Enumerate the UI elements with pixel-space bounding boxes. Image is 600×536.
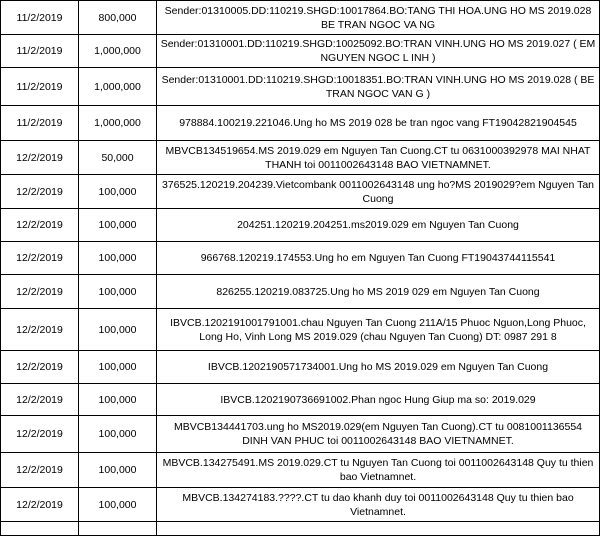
table-row: [1, 309, 600, 351]
amount-cell: 100,000: [79, 453, 157, 488]
amount-cell: 50,000: [79, 141, 157, 175]
table-row: [1, 488, 600, 522]
amount-cell: 100,000: [79, 309, 157, 351]
description-cell: 978884.100219.221046.Ung ho MS 2019 028 be tran ngoc vang FT19042821904545: [157, 106, 600, 141]
amount-cell: 100,000: [79, 275, 157, 309]
date-cell: 12/2/2019: [1, 351, 79, 384]
table-row: [1, 453, 600, 488]
date-cell: 12/2/2019: [1, 242, 79, 275]
date-cell: 12/2/2019: [1, 416, 79, 453]
description-cell: IBVCB.1202190736691002.Phan ngoc Hung Giup ma so: 2019.029: [157, 384, 600, 416]
amount-cell: 100,000: [79, 242, 157, 275]
description-cell: 966768.120219.174553.Ung ho em Nguyen Tan Cuong FT19043744115541: [157, 242, 600, 275]
description-cell: MBVCB.134275491.MS 2019.029.CT tu Nguyen Tan Cuong toi 0011002643148 Quy tu thien bao Vietnamnet.: [157, 453, 600, 488]
amount-cell: 1,000,000: [79, 35, 157, 68]
table-row: [1, 242, 600, 275]
table-row: [1, 68, 600, 106]
amount-cell: 100,000: [79, 351, 157, 384]
date-cell: 12/2/2019: [1, 488, 79, 522]
description-cell: 204251.120219.204251.ms2019.029 em Nguyen Tan Cuong: [157, 209, 600, 242]
amount-cell: 100,000: [79, 488, 157, 522]
amount-cell: 100,000: [79, 416, 157, 453]
table-row: [1, 1, 600, 35]
description-cell: IBVCB.1202191001791001.chau Nguyen Tan Cuong 211A/15 Phuoc Nguon,Long Phuoc, Long Ho, Vinh Long MS 2019.029 (chau Nguyen Tan Cuong) DT: 0987 291 8: [157, 309, 600, 351]
date-cell: 12/2/2019: [1, 384, 79, 416]
date-cell: 11/2/2019: [1, 68, 79, 106]
date-cell: 12/2/2019: [1, 309, 79, 351]
table-row: [1, 384, 600, 416]
table-row: [1, 209, 600, 242]
table-row: [1, 141, 600, 175]
amount-cell: 100,000: [79, 175, 157, 209]
description-cell: MBVCB.134274183.????.CT tu dao khanh duy toi 0011002643148 Quy tu thien bao Vietnamnet.: [157, 488, 600, 522]
description-cell: MBVCB134441703.ung ho MS2019.029(em Nguyen Tan Cuong).CT tu 0081001136554 DINH VAN PHUC toi 0011002643148 BAO VIETNAMNET.: [157, 416, 600, 453]
table-row: [1, 175, 600, 209]
description-cell: MBVCB134519654.MS 2019.029 em Nguyen Tan Cuong.CT tu 0631000392978 MAI NHAT THANH toi 0011002643148 BAO VIETNAMNET.: [157, 141, 600, 175]
description-cell: [157, 522, 600, 536]
description-cell: IBVCB.1202190571734001.Ung ho MS 2019.029 em Nguyen Tan Cuong: [157, 351, 600, 384]
table-row: [1, 522, 600, 536]
amount-cell: 1,000,000: [79, 106, 157, 141]
date-cell: 11/2/2019: [1, 106, 79, 141]
amount-cell: [79, 522, 157, 536]
description-cell: Sender:01310001.DD:110219.SHGD:10025092.BO:TRAN VINH.UNG HO MS 2019.027 ( EM NGUYEN NGOC L INH ): [157, 35, 600, 68]
table-row: [1, 275, 600, 309]
description-cell: Sender:01310001.DD:110219.SHGD:10018351.BO:TRAN VINH.UNG HO MS 2019.028 ( BE TRAN NGOC VAN G ): [157, 68, 600, 106]
amount-cell: 1,000,000: [79, 68, 157, 106]
table-row: [1, 351, 600, 384]
date-cell: 11/2/2019: [1, 35, 79, 68]
date-cell: 12/2/2019: [1, 275, 79, 309]
date-cell: 12/2/2019: [1, 453, 79, 488]
amount-cell: 100,000: [79, 384, 157, 416]
date-cell: 12/2/2019: [1, 209, 79, 242]
description-cell: 826255.120219.083725.Ung ho MS 2019 029 em Nguyen Tan Cuong: [157, 275, 600, 309]
amount-cell: 100,000: [79, 209, 157, 242]
table-row: [1, 416, 600, 453]
table-row: [1, 106, 600, 141]
date-cell: 12/2/2019: [1, 141, 79, 175]
amount-cell: 800,000: [79, 1, 157, 35]
date-cell: [1, 522, 79, 536]
date-cell: 11/2/2019: [1, 1, 79, 35]
date-cell: 12/2/2019: [1, 175, 79, 209]
description-cell: Sender:01310005.DD:110219.SHGD:10017864.BO:TANG THI HOA.UNG HO MS 2019.028 BE TRAN NGOC VA NG: [157, 1, 600, 35]
table-row: [1, 35, 600, 68]
description-cell: 376525.120219.204239.Vietcombank 0011002643148 ung ho?MS 2019029?em Nguyen Tan Cuong: [157, 175, 600, 209]
